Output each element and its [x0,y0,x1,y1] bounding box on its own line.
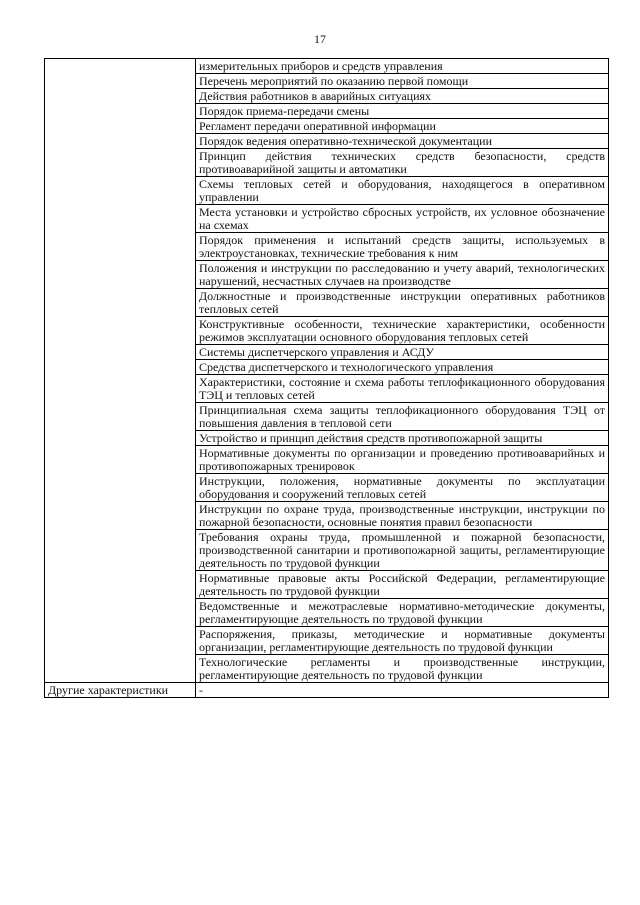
requirement-category-cell [45,599,196,627]
requirements-table-body [45,59,609,683]
other-characteristics-label: Другие характеристики [45,683,196,698]
requirement-category-cell [45,345,196,360]
requirement-category-cell [45,627,196,655]
requirement-item: Схемы тепловых сетей и оборудования, находящегося в оперативном управлении [196,177,609,205]
requirement-category-cell [45,89,196,104]
requirement-category-cell [45,317,196,345]
requirement-item: Технологические регламенты и производственные инструкции, регламентирующие деятельность по трудовой функции [196,655,609,683]
requirement-row [45,89,609,104]
requirement-item: Положения и инструкции по расследованию и учету аварий, технологических нарушений, несчастных случаев на производстве [196,261,609,289]
requirement-category-cell [45,530,196,571]
requirement-row [45,74,609,89]
requirement-row [45,59,609,74]
page-number: 17 [314,32,326,46]
requirement-row [45,403,609,431]
requirement-row [45,134,609,149]
requirement-category-cell [45,134,196,149]
requirement-category-cell [45,431,196,446]
requirement-row [45,317,609,345]
requirement-row [45,627,609,655]
requirement-item: Принцип действия технических средств безопасности, средств противоаварийной защиты и автоматики [196,149,609,177]
requirement-item: Регламент передачи оперативной информации [196,119,609,134]
requirement-row [45,233,609,261]
requirement-row [45,474,609,502]
requirement-item: Характеристики, состояние и схема работы теплофикационного оборудования ТЭЦ и тепловых сетей [196,375,609,403]
requirement-category-cell [45,360,196,375]
requirement-category-cell [45,446,196,474]
requirement-item: Системы диспетчерского управления и АСДУ [196,345,609,360]
requirement-row [45,205,609,233]
requirement-row [45,530,609,571]
requirement-row [45,375,609,403]
requirement-row [45,149,609,177]
requirement-category-cell [45,403,196,431]
requirement-row [45,360,609,375]
requirement-item: Нормативные документы по организации и проведению противоаварийных и противопожарных тренировок [196,446,609,474]
requirement-category-cell [45,74,196,89]
requirement-row [45,571,609,599]
requirement-item: Порядок приема-передачи смены [196,104,609,119]
requirement-item: Порядок ведения оперативно-технической документации [196,134,609,149]
requirement-item: Места установки и устройство сбросных устройств, их условное обозначение на схемах [196,205,609,233]
requirement-item: Устройство и принцип действия средств противопожарной защиты [196,431,609,446]
requirement-item: Требования охраны труда, промышленной и пожарной безопасности, производственной санитарии и противопожарной защиты, регламентирующие деятельность по трудовой функции [196,530,609,571]
requirement-row [45,599,609,627]
requirement-category-cell [45,655,196,683]
requirements-table [44,58,609,698]
requirement-item: Принципиальная схема защиты теплофикационного оборудования ТЭЦ от повышения давления в тепловой сети [196,403,609,431]
other-characteristics-row [45,683,609,698]
requirement-row [45,261,609,289]
requirement-item: Ведомственные и межотраслевые нормативно-методические документы, регламентирующие деятельность по трудовой функции [196,599,609,627]
other-characteristics-value: - [196,683,609,698]
requirement-item: Инструкции по охране труда, производственные инструкции, инструкции по пожарной безопасности, основные понятия правил безопасности [196,502,609,530]
requirement-category-cell [45,474,196,502]
requirement-category-cell [45,104,196,119]
requirement-item: Должностные и производственные инструкции оперативных работников тепловых сетей [196,289,609,317]
requirement-category-cell [45,289,196,317]
requirement-item: измерительных приборов и средств управления [196,59,609,74]
requirement-category-cell [45,571,196,599]
requirement-row [45,345,609,360]
requirement-row [45,104,609,119]
requirement-row [45,446,609,474]
requirement-item: Инструкции, положения, нормативные документы по эксплуатации оборудования и сооружений тепловых сетей [196,474,609,502]
requirement-category-cell [45,177,196,205]
requirement-row [45,502,609,530]
requirement-category-cell [45,119,196,134]
requirement-row [45,289,609,317]
requirement-row [45,655,609,683]
requirement-item: Порядок применения и испытаний средств защиты, используемых в электроустановках, технические требования к ним [196,233,609,261]
requirement-item: Конструктивные особенности, технические характеристики, особенности режимов эксплуатации основного оборудования тепловых сетей [196,317,609,345]
requirement-category-cell [45,205,196,233]
requirement-row [45,431,609,446]
requirement-item: Действия работников в аварийных ситуациях [196,89,609,104]
requirement-item: Распоряжения, приказы, методические и нормативные документы организации, регламентирующие деятельность по трудовой функции [196,627,609,655]
requirement-category-cell [45,59,196,74]
requirement-category-cell [45,233,196,261]
requirement-row [45,177,609,205]
requirement-category-cell [45,375,196,403]
requirement-category-cell [45,149,196,177]
requirement-item: Средства диспетчерского и технологического управления [196,360,609,375]
requirement-category-cell [45,261,196,289]
requirement-category-cell [45,502,196,530]
requirement-row [45,119,609,134]
requirement-item: Перечень мероприятий по оказанию первой помощи [196,74,609,89]
requirement-item: Нормативные правовые акты Российской Федерации, регламентирующие деятельность по трудовой функции [196,571,609,599]
